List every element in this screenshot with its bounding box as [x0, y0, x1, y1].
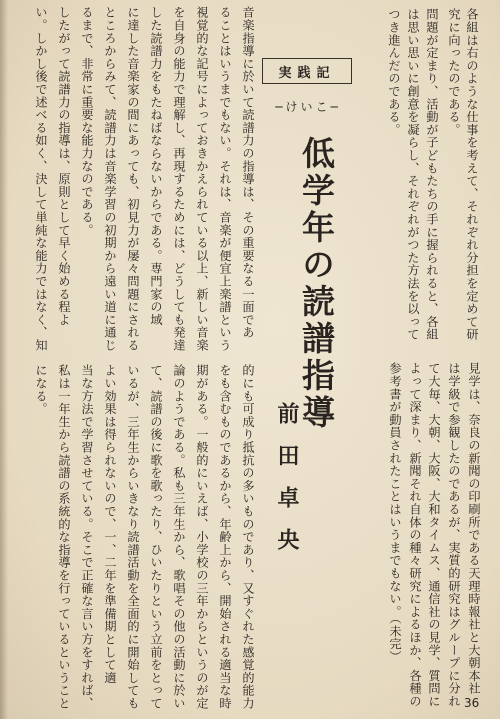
section-badge-text: 実践記 [278, 65, 336, 81]
body-line: て大毎、大朝、大阪、大和タイムス、通信社の見学、質問に [427, 362, 441, 708]
author-name: 前田卓央 [274, 402, 299, 570]
body-line: 的にも可成り抵抗の多いものであり、又すぐれた感覚的能力 [241, 364, 255, 710]
body-line: ることはいうまでもない。それは、音楽が便宜上楽譜という [218, 6, 232, 352]
body-line: 究に向ったのである。 [447, 8, 461, 136]
body-line: に達した音楽家の間にあっても、初見力が屡々問題にされる [126, 6, 140, 352]
body-line: 視覚的な記号によっておきかえられている以上、新しい音楽 [195, 6, 209, 352]
body-line: 問題が定まり、活動が子どもたちの手に握られると、各組 [425, 8, 439, 341]
section-badge [262, 58, 352, 84]
body-line: るまで、非常に重要な能力なのである。 [80, 6, 94, 237]
body-line: は思い思いに創意を凝らし、それぞれがつた方法を以って [406, 8, 420, 341]
body-line: 私は一年生から読譜の系統的な指導を行っているということ [57, 364, 71, 710]
body-line: よい効果は得られないので、一、二年を準備期として適 [103, 364, 117, 684]
body-line: 期がある。一般的にいえば、小学校の三年からというのが定 [195, 364, 209, 710]
body-line: つき進んだのである。 [387, 8, 401, 136]
page-edge-shadow [0, 0, 8, 719]
body-line: したがって読譜力の指導は、原則として早く始める程よ [57, 6, 71, 326]
body-line: よって深まり、新聞それ自体の種々研究によるほか、各種の [408, 362, 422, 708]
body-line: 論のようである。私も三年生から、歌唱その他の活動に於い [172, 364, 186, 710]
body-line: した読譜力をもたねばならないからである。専門家の域 [149, 6, 163, 326]
body-line: ところからみて、読譜力は音楽学習の初期から遠い道に通じ [103, 6, 117, 352]
body-line: 当な方法で学習させている。そこで正確な言い方をすれば、 [80, 364, 94, 710]
article-title: 低学年の読譜指導 [297, 136, 336, 432]
subtitle: ─けいこ─ [275, 100, 341, 114]
body-line: は学級で参観したのであるが、実質的研究はグループに分れ [447, 362, 461, 708]
body-line: 見学は、奈良の新聞の印刷所である天理時報社と大朝本社 [467, 362, 481, 695]
body-line: 参考書が動員されたことはいうまでもない。（未完） [388, 362, 402, 664]
body-line: い。しかし後で述べる如く、決して単純な能力ではなく、知 [34, 6, 48, 352]
page-number: 36 [464, 696, 480, 710]
body-line: を自身の能力で理解し、再現するためには、どうしても発達 [172, 6, 186, 352]
body-line: をも含むものであるから、年齢上から、開始される適当な時 [218, 364, 232, 710]
body-line: いるが、三年生からいきなり読譜活動を全面的に開始しても [126, 364, 140, 710]
body-line: 各組は右のような仕事を考えて、それぞれ分担を定めて研 [465, 8, 479, 341]
body-line: 音楽指導に於いて読譜力の指導は、その重要なる一面であ [241, 6, 255, 339]
body-line: になる。 [34, 364, 48, 416]
body-line: て、読譜の後に歌を歌ったり、ひいたりという立前をとって [149, 364, 163, 710]
